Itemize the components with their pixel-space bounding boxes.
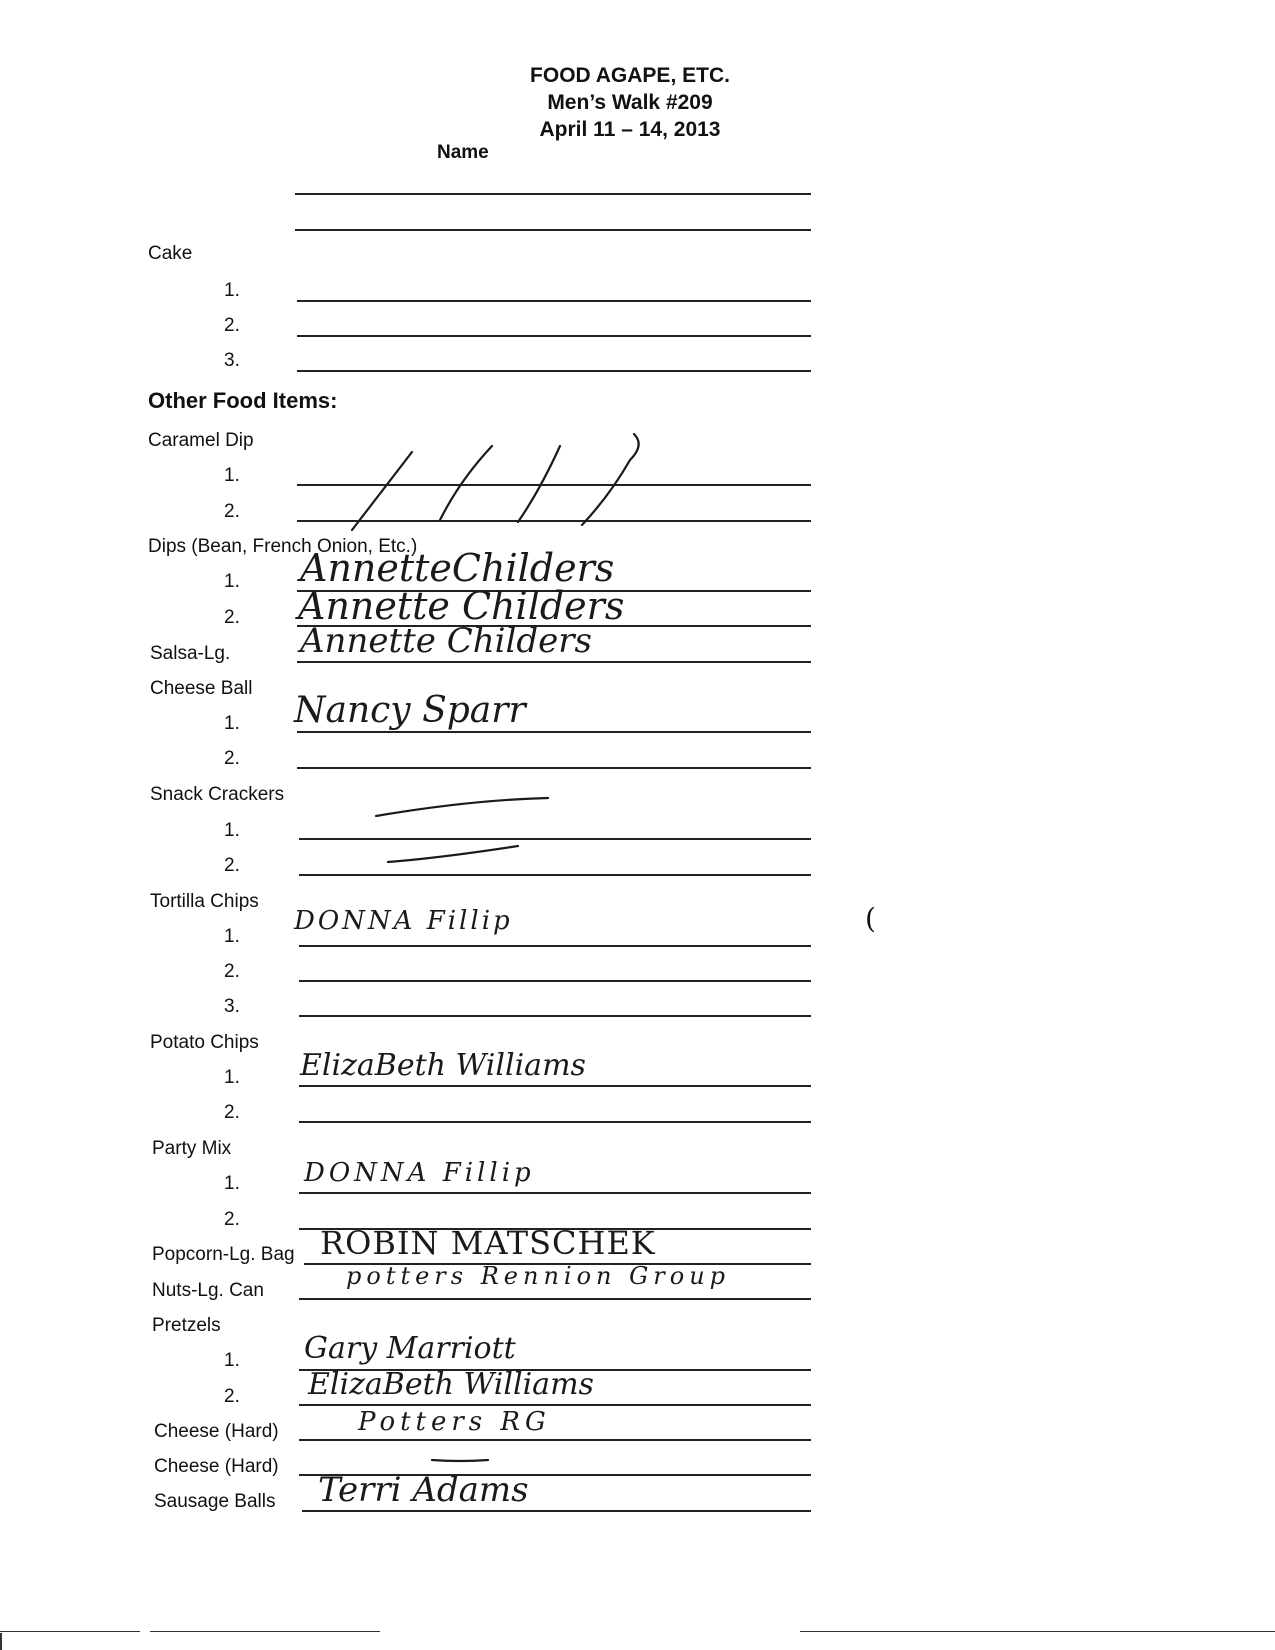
- cake-num-2: 2.: [224, 315, 240, 336]
- title-line-2: Men’s Walk #209: [547, 91, 713, 114]
- cheese-ball-num-1: 1.: [224, 713, 240, 734]
- dips-num-2: 2.: [224, 607, 240, 628]
- tortilla-chips-num-3: 3.: [224, 996, 240, 1017]
- tortilla-chips-label: Tortilla Chips: [150, 891, 259, 912]
- pretzels-num-2: 2.: [224, 1386, 240, 1407]
- nuts-entry: potters Rennion Group: [346, 1262, 731, 1290]
- cheese-hard-2-label: Cheese (Hard): [154, 1456, 279, 1477]
- caramel-dip-label: Caramel Dip: [148, 430, 254, 451]
- party-mix-label: Party Mix: [152, 1138, 232, 1159]
- footer-edge-line-1: [0, 1631, 140, 1632]
- pretzels-entry-2: ElizaBeth Williams: [308, 1367, 594, 1402]
- tortilla-chips-num-1: 1.: [224, 926, 240, 947]
- cheese-hard-1-entry: Potters RG: [358, 1407, 551, 1437]
- cake-label: Cake: [148, 243, 193, 264]
- footer-edge-line-2: [150, 1631, 380, 1632]
- snack-crackers-label: Snack Crackers: [150, 784, 285, 805]
- snack-crackers-dash-2: [388, 846, 518, 862]
- potato-chips-entry-1: ElizaBeth Williams: [300, 1048, 586, 1083]
- potato-chips-num-2: 2.: [224, 1102, 240, 1123]
- cheese-ball-label: Cheese Ball: [150, 678, 253, 699]
- cheese-ball-entry-1: Nancy Sparr: [294, 690, 526, 731]
- party-mix-entry-1: DONNA Fillip: [304, 1158, 535, 1188]
- margin-mark: (: [865, 902, 876, 935]
- caramel-dip-num-1: 1.: [224, 465, 240, 486]
- dips-num-1: 1.: [224, 571, 240, 592]
- tortilla-chips-num-2: 2.: [224, 961, 240, 982]
- caramel-dip-slash-1: [352, 452, 412, 530]
- sausage-balls-label: Sausage Balls: [154, 1491, 276, 1512]
- snack-crackers-dash-1: [376, 798, 548, 816]
- caramel-dip-num-2: 2.: [224, 501, 240, 522]
- dips-entry-2: Annette Childers: [298, 584, 625, 628]
- title-line-1: FOOD AGAPE, ETC.: [530, 64, 730, 87]
- other-food-heading: Other Food Items:: [148, 388, 338, 413]
- sausage-balls-entry: Terri Adams: [318, 1470, 529, 1510]
- dips-entry-1: AnnetteChilders: [300, 546, 615, 590]
- potato-chips-label: Potato Chips: [150, 1032, 259, 1053]
- salsa-label: Salsa-Lg.: [150, 643, 231, 664]
- party-mix-num-2: 2.: [224, 1209, 240, 1230]
- cheese-hard-2-dash: [432, 1460, 488, 1461]
- cheese-ball-num-2: 2.: [224, 748, 240, 769]
- footer-edge-line-3: [800, 1631, 1275, 1632]
- pretzels-num-1: 1.: [224, 1350, 240, 1371]
- potato-chips-num-1: 1.: [224, 1067, 240, 1088]
- party-mix-num-1: 1.: [224, 1173, 240, 1194]
- caramel-dip-slash-3: [518, 446, 560, 522]
- dips-label: Dips (Bean, French Onion, Etc.): [148, 536, 418, 557]
- nuts-label: Nuts-Lg. Can: [152, 1280, 264, 1301]
- cake-num-3: 3.: [224, 350, 240, 371]
- popcorn-entry: ROBIN MATSCHEK: [320, 1224, 656, 1262]
- pretzels-entry-1: Gary Marriott: [304, 1331, 516, 1366]
- tortilla-chips-entry-1: DONNA Fillip: [294, 906, 513, 936]
- salsa-entry: Annette Childers: [300, 621, 592, 661]
- pretzels-label: Pretzels: [152, 1315, 221, 1336]
- footer-edge-tick: [0, 1633, 2, 1650]
- cake-num-1: 1.: [224, 280, 240, 301]
- cheese-hard-1-label: Cheese (Hard): [154, 1421, 279, 1442]
- caramel-dip-slash-4: [582, 434, 639, 525]
- title-line-3: April 11 – 14, 2013: [539, 118, 721, 141]
- snack-crackers-num-1: 1.: [224, 820, 240, 841]
- caramel-dip-slash-2: [440, 446, 492, 520]
- name-label: Name: [437, 142, 489, 163]
- popcorn-label: Popcorn-Lg. Bag: [152, 1244, 295, 1265]
- snack-crackers-num-2: 2.: [224, 855, 240, 876]
